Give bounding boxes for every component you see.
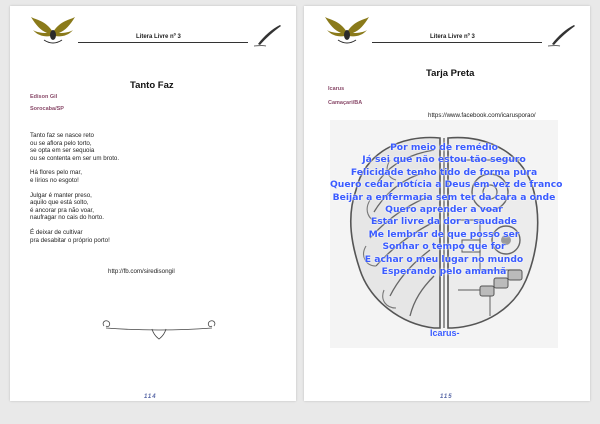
image-text-line: Felicidade tenho tido de forma pura <box>350 166 538 178</box>
poem-stanza <box>30 229 270 244</box>
image-text-line: E achar o meu lugar no mundo <box>364 253 524 265</box>
poem-title: Tanto Faz <box>130 80 174 91</box>
poem-author: Icarus <box>328 86 345 92</box>
image-signature: Icarus- <box>430 328 460 338</box>
poem-line: pra desabitar o próprio porto! <box>30 236 110 244</box>
page-number: 114 <box>144 394 157 400</box>
left-page <box>10 6 296 401</box>
image-text-line: Por meio de remédio <box>390 142 498 153</box>
poem-author: Edison Gil <box>30 94 58 100</box>
winged-emblem-icon <box>30 16 76 46</box>
poem-line: ou se contenta em ser um broto. <box>30 154 120 162</box>
poem-line: se opta em ser sequoia <box>30 147 95 155</box>
winged-emblem-icon <box>324 16 370 46</box>
poem-line: e lírios no esgoto! <box>30 176 79 184</box>
image-text-line: Estar livre da dor a saudade <box>370 216 518 228</box>
image-text-line: Beijar a enfermaria sem ter da cara a onde <box>332 191 556 203</box>
image-text-line: Quero cedar notícia a Deus em vez de franco <box>330 179 563 191</box>
magazine-issue-label: Litera Livre nº 3 <box>430 34 475 40</box>
poem-line: Há flores pelo mar, <box>30 169 82 177</box>
poem-body <box>30 132 270 251</box>
poem-line: Tanto faz se nasce reto <box>30 132 94 139</box>
poem-location: Sorocaba/SP <box>30 106 64 112</box>
poem-line: É deixar de cultivar <box>30 228 83 236</box>
page-header <box>312 16 582 50</box>
author-link[interactable]: http://fb.com/siredisongil <box>108 268 175 275</box>
poem-line: naufragar no cais do horto. <box>30 214 104 222</box>
image-text-line: Já sei que não estou tão seguro <box>362 154 526 166</box>
poem-title: Tarja Preta <box>426 68 475 79</box>
page-number: 115 <box>440 394 453 400</box>
poem-stanza <box>30 192 270 222</box>
page-header <box>18 16 288 50</box>
header-rule <box>78 42 248 43</box>
author-link[interactable]: https://www.facebook.com/icarusporao/ <box>428 112 536 119</box>
quill-pen-icon <box>252 24 282 48</box>
poem-line: é ancorar pra não voar, <box>30 206 94 214</box>
poem-stanza <box>30 132 270 162</box>
brain-illustration <box>330 120 563 348</box>
image-text-line: Quero aprender a voar <box>385 204 503 216</box>
poem-line: aquilo que está solto, <box>30 199 89 207</box>
image-poem-text <box>330 142 563 278</box>
flourish-ornament-icon <box>100 318 218 340</box>
poem-stanza <box>30 169 270 184</box>
image-text-line: Sonhar o tempo que for <box>382 241 506 253</box>
quill-pen-icon <box>546 24 576 48</box>
poem-line: Julgar é manter preso, <box>30 191 92 199</box>
poem-line: ou se aflora pelo torto, <box>30 139 92 147</box>
magazine-issue-label: Litera Livre nº 3 <box>136 34 181 40</box>
poem-location: Camaçari/BA <box>328 100 363 106</box>
header-rule <box>372 42 542 43</box>
image-text-line: Me lembrar de que posso ser <box>368 228 520 240</box>
image-text-line: Esperando pelo amanhã <box>381 266 507 278</box>
